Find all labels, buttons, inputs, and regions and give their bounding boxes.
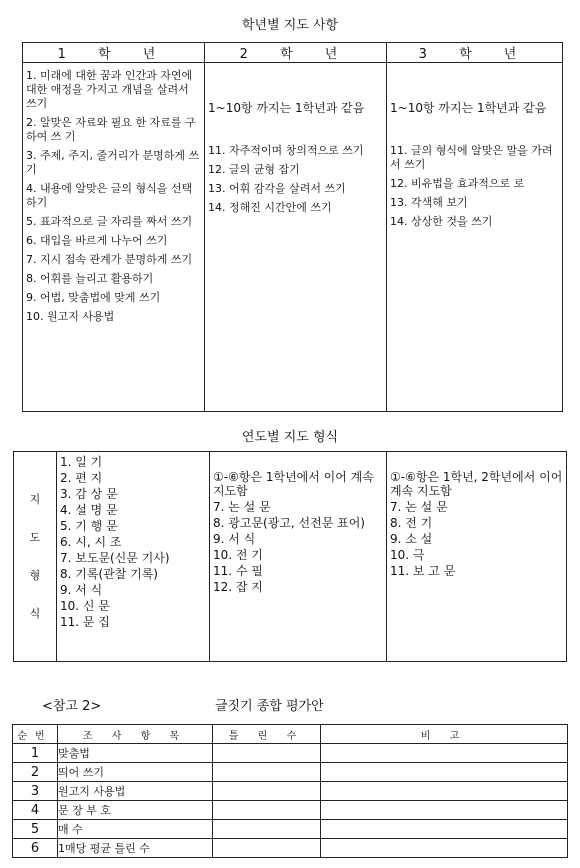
form-item: 4. 설 명 문 bbox=[60, 503, 118, 517]
form-item: 9. 서 식 bbox=[213, 532, 256, 546]
grade1-item: 7. 지시 접속 관계가 분명하게 쓰기 bbox=[26, 253, 193, 266]
grade2-item: 12. 글의 균형 잡기 bbox=[208, 163, 300, 176]
grade1-item: 3. 주제, 주지, 줄거리가 분명하게 쓰기 bbox=[26, 149, 200, 176]
row-num: 4 bbox=[13, 801, 58, 820]
form-side-label bbox=[14, 452, 57, 662]
form-item: 11. 보 고 문 bbox=[390, 564, 456, 578]
form-item: 10. 전 기 bbox=[213, 548, 263, 562]
row-num: 5 bbox=[13, 820, 58, 839]
table-row bbox=[13, 782, 568, 801]
row-item: 매 수 bbox=[58, 820, 213, 839]
row-remarks[interactable] bbox=[321, 801, 568, 820]
table-row bbox=[13, 820, 568, 839]
table-row bbox=[13, 839, 568, 858]
form-item: 8. 전 기 bbox=[390, 516, 433, 530]
form-item: 11. 수 필 bbox=[213, 564, 263, 578]
grade3-item: 11. 글의 형식에 알맞은 말을 가려서 쓰기 bbox=[390, 144, 553, 171]
grade1-item: 10. 원고지 사용법 bbox=[26, 310, 115, 323]
row-item: 원고지 사용법 bbox=[58, 782, 213, 801]
table-row bbox=[13, 744, 568, 763]
table-row bbox=[13, 763, 568, 782]
grade-guidance-title: 학년별 지도 사항 bbox=[241, 18, 339, 33]
form-item: 9. 소 설 bbox=[390, 532, 433, 546]
grade-guidance-table bbox=[22, 42, 563, 412]
form-item: 7. 논 설 문 bbox=[390, 500, 448, 514]
header-item: 조 사 항 목 bbox=[58, 725, 213, 744]
form-item: 11. 문 집 bbox=[60, 615, 110, 629]
form-item: 8. 광고문(광고, 선전문 표어) bbox=[213, 516, 365, 530]
grade1-item: 9. 어법, 맞춤법에 맞게 쓰기 bbox=[26, 291, 161, 304]
grade3-item: 13. 각색해 보기 bbox=[390, 196, 468, 209]
form-item: 3. 감 상 문 bbox=[60, 487, 118, 501]
grade2-item: 13. 어휘 감각을 살려서 쓰기 bbox=[208, 182, 346, 195]
grade1-item: 1. 미래에 대한 꿈과 인간과 자연에 대한 애정을 가지고 개념을 살려서 쓰기 bbox=[26, 69, 193, 110]
row-num: 2 bbox=[13, 763, 58, 782]
form-item: 5. 기 행 문 bbox=[60, 519, 118, 533]
grade1-item: 4. 내용에 알맞은 글의 형식을 선택하기 bbox=[26, 182, 193, 209]
form-item: ①-⑥항은 1학년, 2학년에서 이어 계속 지도함 bbox=[390, 470, 563, 498]
grade1-item: 2. 알맞은 자료와 필요 한 자료를 구하여 쓰 기 bbox=[26, 116, 196, 143]
row-errors[interactable] bbox=[213, 839, 321, 858]
side-char: 지 bbox=[29, 492, 41, 506]
evaluation-table bbox=[12, 724, 568, 858]
evaluation-title: 글짓기 종합 평가안 bbox=[215, 699, 324, 714]
grade3-item: 1~10항 까지는 1학년과 같음 bbox=[390, 101, 547, 115]
header-remarks: 비 고 bbox=[321, 725, 568, 744]
row-item: 띄어 쓰기 bbox=[58, 763, 213, 782]
form-item: 7. 보도문(신문 기사) bbox=[60, 551, 170, 565]
form-guidance-table bbox=[13, 451, 567, 662]
form-guidance-title: 연도별 지도 형식 bbox=[241, 430, 339, 445]
reference-label: <참고 2> bbox=[42, 699, 102, 714]
side-char: 식 bbox=[29, 606, 41, 620]
form-item: 9. 서 식 bbox=[60, 583, 103, 597]
grade1-item: 6. 대입을 바르게 나누어 쓰기 bbox=[26, 234, 168, 247]
grade2-item: 11. 자주적이며 창의적으로 쓰기 bbox=[208, 144, 364, 157]
header-grade2: 2 학 년 bbox=[205, 43, 387, 63]
row-remarks[interactable] bbox=[321, 820, 568, 839]
form-item: 1. 일 기 bbox=[60, 455, 103, 469]
row-num: 1 bbox=[13, 744, 58, 763]
row-errors[interactable] bbox=[213, 744, 321, 763]
row-item: 맞춤법 bbox=[58, 744, 213, 763]
form-item: ①-⑥항은 1학년에서 이어 계속 지도함 bbox=[213, 470, 374, 498]
form-item: 2. 편 지 bbox=[60, 471, 103, 485]
side-char: 형 bbox=[29, 568, 41, 582]
header-num: 순번 bbox=[13, 725, 58, 744]
row-num: 3 bbox=[13, 782, 58, 801]
header-grade1: 1 학 년 bbox=[23, 43, 205, 63]
form-item: 6. 시, 시 조 bbox=[60, 535, 122, 549]
row-remarks[interactable] bbox=[321, 763, 568, 782]
form-item: 10. 신 문 bbox=[60, 599, 110, 613]
header-errors: 틀 린 수 bbox=[213, 725, 321, 744]
grade3-item: 12. 비유법을 효과적으로 로 bbox=[390, 177, 525, 190]
row-num: 6 bbox=[13, 839, 58, 858]
header-grade3: 3 학 년 bbox=[387, 43, 563, 63]
grade1-cell bbox=[23, 63, 205, 412]
form-item: 12. 잡 지 bbox=[213, 580, 263, 594]
row-item: 1매당 평균 틀린 수 bbox=[58, 839, 213, 858]
grade3-cell bbox=[387, 63, 563, 412]
row-errors[interactable] bbox=[213, 763, 321, 782]
row-remarks[interactable] bbox=[321, 782, 568, 801]
form-col3 bbox=[387, 452, 567, 662]
grade1-item: 8. 어휘를 늘리고 활용하기 bbox=[26, 272, 154, 285]
grade2-cell bbox=[205, 63, 387, 412]
form-item: 10. 극 bbox=[390, 548, 425, 562]
grade1-item: 5. 표과적으로 글 자리를 짜서 쓰기 bbox=[26, 215, 193, 228]
form-col1 bbox=[57, 452, 210, 662]
grade2-item: 1~10항 까지는 1학년과 같음 bbox=[208, 101, 365, 115]
grade3-item: 14. 상상한 것을 쓰기 bbox=[390, 215, 493, 228]
row-remarks[interactable] bbox=[321, 839, 568, 858]
form-item: 8. 기록(관찰 기록) bbox=[60, 567, 158, 581]
row-errors[interactable] bbox=[213, 782, 321, 801]
form-col2 bbox=[210, 452, 387, 662]
row-errors[interactable] bbox=[213, 820, 321, 839]
grade2-item: 14. 정해진 시간안에 쓰기 bbox=[208, 201, 332, 214]
row-remarks[interactable] bbox=[321, 744, 568, 763]
row-item: 문 장 부 호 bbox=[58, 801, 213, 820]
form-item: 7. 논 설 문 bbox=[213, 500, 271, 514]
row-errors[interactable] bbox=[213, 801, 321, 820]
side-char: 도 bbox=[29, 530, 41, 544]
table-row bbox=[13, 801, 568, 820]
